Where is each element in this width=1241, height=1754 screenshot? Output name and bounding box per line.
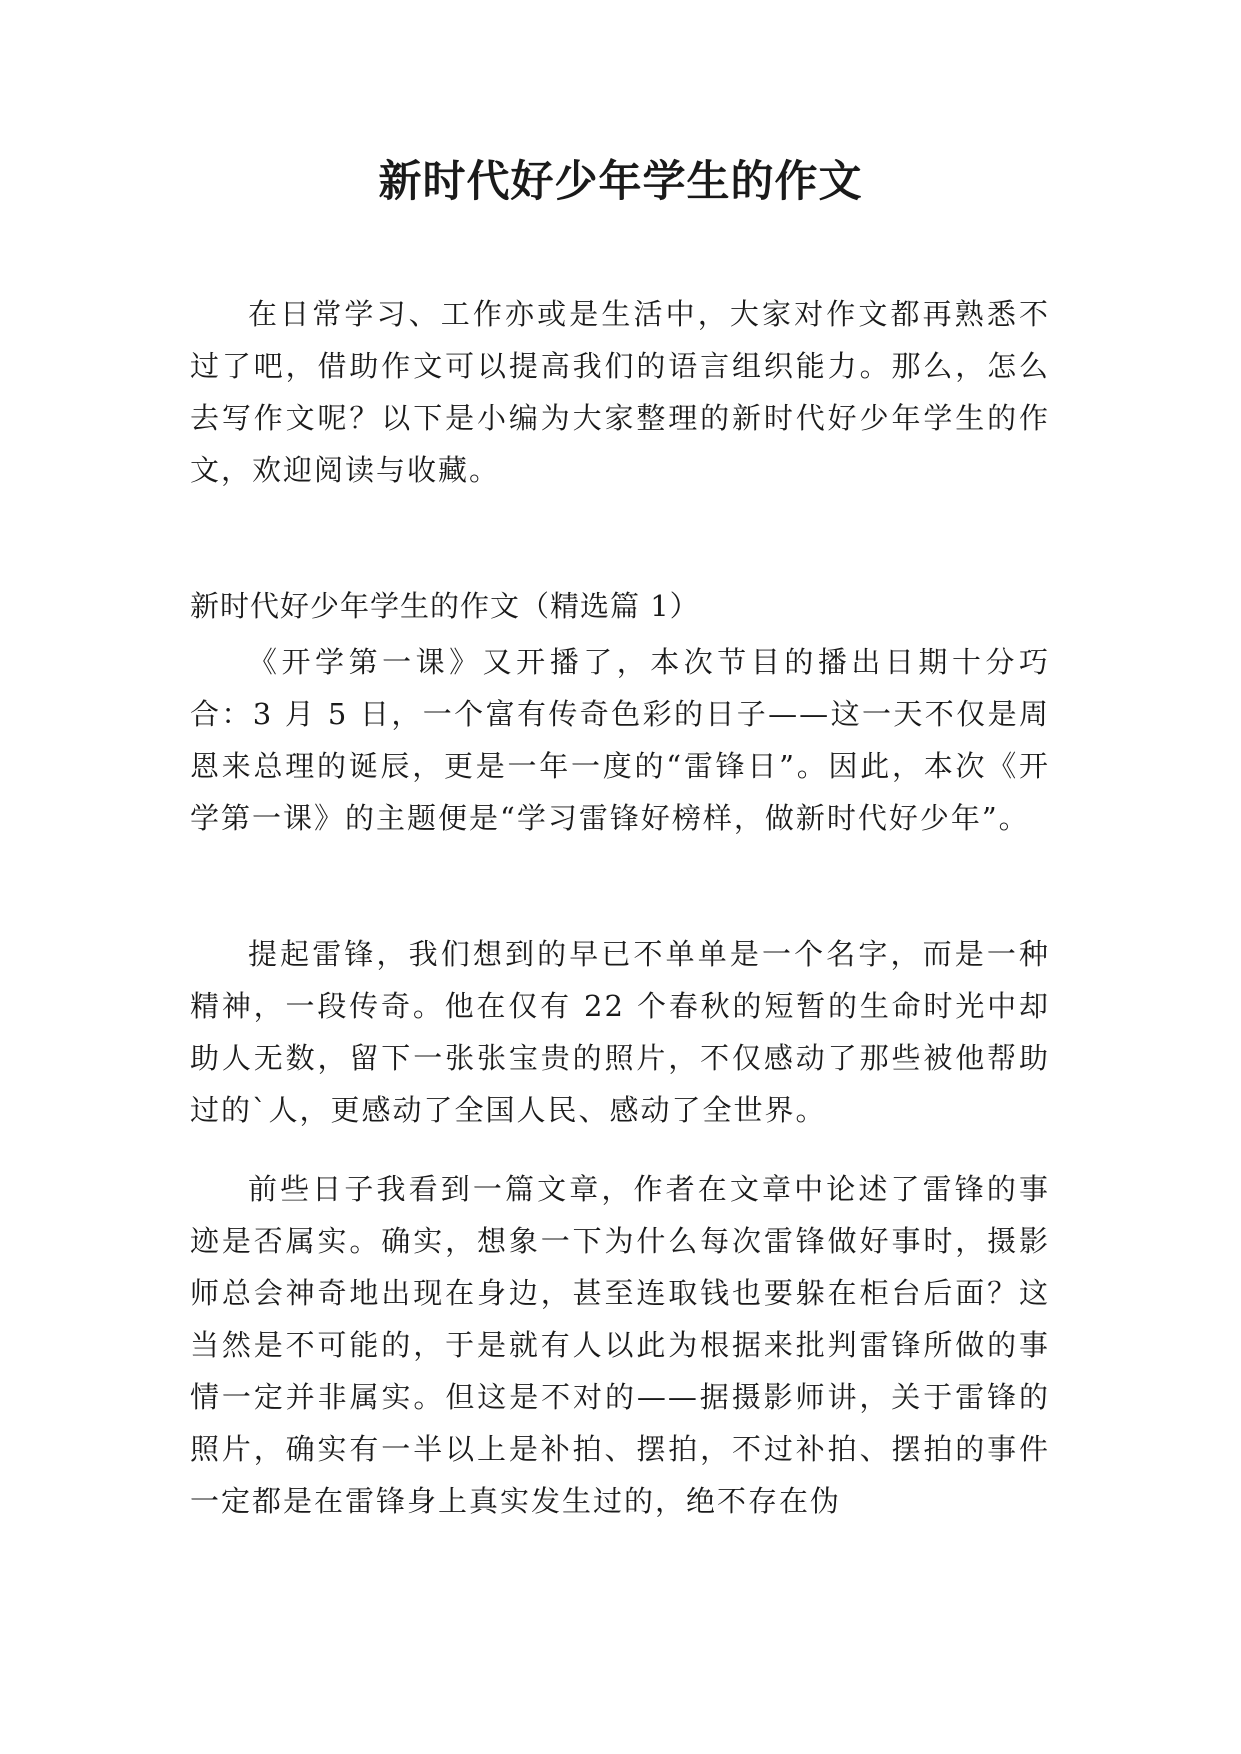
document-title: 新时代好少年学生的作文: [378, 157, 863, 207]
section-heading: 新时代好少年学生的作文（精选篇 1）: [190, 589, 700, 623]
body-paragraph-2: 提起雷锋，我们想到的早已不单单是一个名字，而是一种精神，一段传奇。他在仅有 22 个春秋的短暂的生命时光中却助人无数，留下一张张宝贵的照片，不仅感动了那些被他帮助过的`人，更感动了全国人民、感动了全世界。: [190, 937, 1050, 1127]
intro-paragraph: 在日常学习、工作亦或是生活中，大家对作文都再熟悉不过了吧，借助作文可以提高我们的语言组织能力。那么，怎么去写作文呢？以下是小编为大家整理的新时代好少年学生的作文，欢迎阅读与收藏。: [190, 297, 1050, 487]
body-paragraph-1: 《开学第一课》又开播了，本次节目的播出日期十分巧合：3 月 5 日，一个富有传奇色彩的日子——这一天不仅是周恩来总理的诞辰，更是一年一度的“雷锋日”。因此，本次《开学第一课》的主题便是“学习雷锋好榜样，做新时代好少年”。: [190, 645, 1050, 835]
body-paragraph-3: 前些日子我看到一篇文章，作者在文章中论述了雷锋的事迹是否属实。确实，想象一下为什么每次雷锋做好事时，摄影师总会神奇地出现在身边，甚至连取钱也要躲在柜台后面？这当然是不可能的，于是就有人以此为根据来批判雷锋所做的事情一定并非属实。但这是不对的——据摄影师讲，关于雷锋的照片，确实有一半以上是补拍、摆拍，不过补拍、摆拍的事件一定都是在雷锋身上真实发生过的，绝不存在伪: [190, 1172, 1050, 1518]
